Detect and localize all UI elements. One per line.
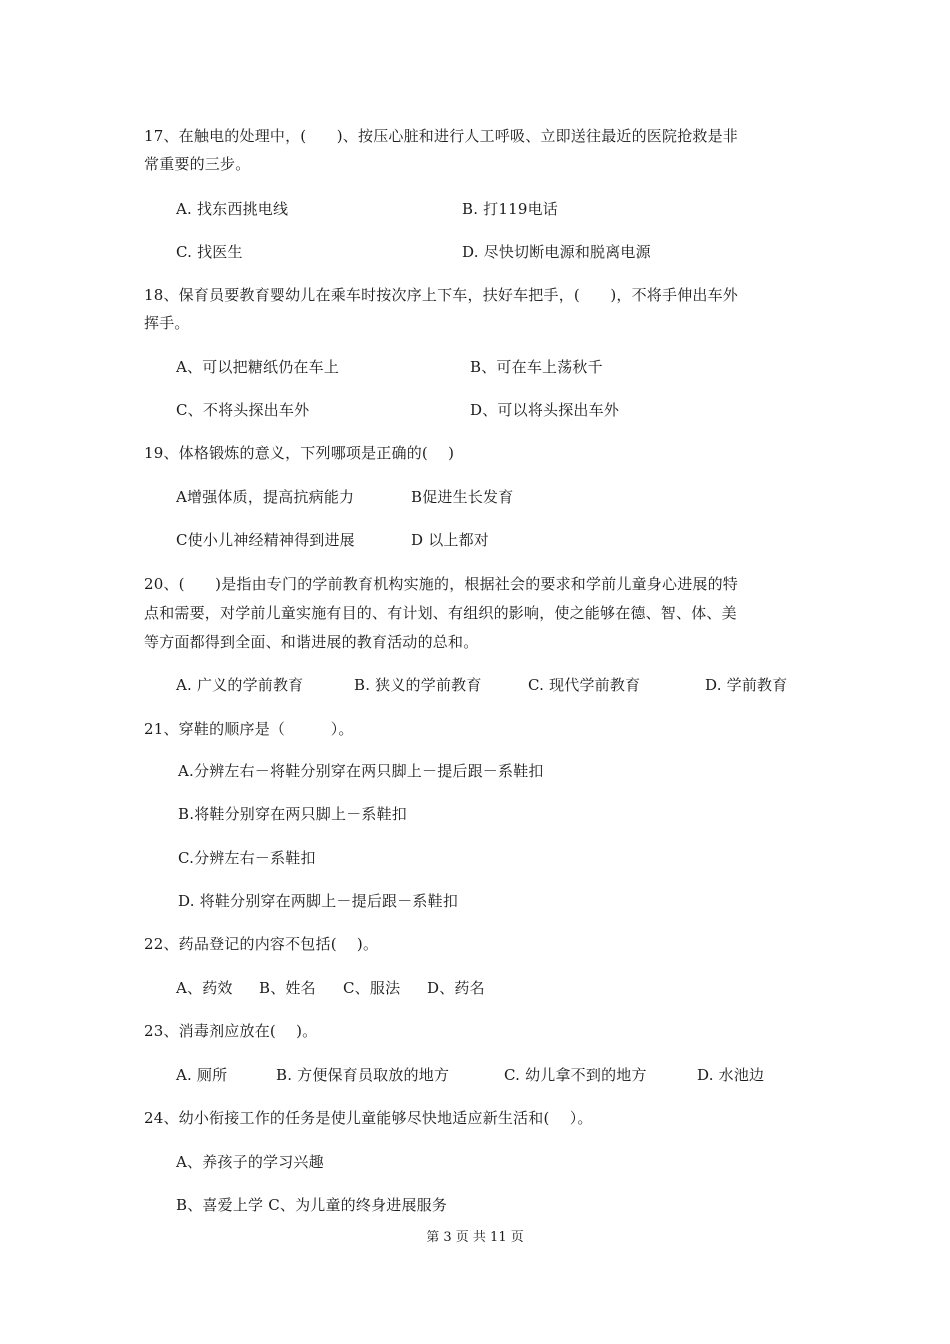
question-stem-line: 24、幼小衔接工作的任务是使儿童能够尽快地适应新生活和( ）。	[144, 1109, 593, 1127]
answer-option: B.将鞋分别穿在两只脚上－系鞋扣	[178, 805, 407, 823]
question-stem-line: 21、穿鞋的顺序是（ ）。	[144, 720, 354, 738]
answer-option: A、养孩子的学习兴趣	[176, 1153, 324, 1171]
answer-option: C、不将头探出车外	[176, 401, 310, 419]
answer-option: A. 找东西挑电线	[176, 200, 289, 218]
question-stem-line: 22、药品登记的内容不包括( )。	[144, 935, 379, 953]
answer-option: D、可以将头探出车外	[470, 401, 620, 419]
answer-option: C. 找医生	[176, 243, 243, 261]
question-stem-line: 18、保育员要教育婴幼儿在乘车时按次序上下车，扶好车把手，( )，不将手伸出车外	[144, 286, 738, 304]
answer-option: B. 方便保育员取放的地方	[276, 1066, 450, 1084]
answer-option: D、药名	[427, 979, 485, 997]
answer-option: B. 狭义的学前教育	[354, 676, 482, 694]
answer-option: D. 学前教育	[705, 676, 788, 694]
answer-option: B、姓名	[259, 979, 316, 997]
question-stem-line: 23、消毒剂应放在( )。	[144, 1022, 318, 1040]
answer-option: C. 现代学前教育	[528, 676, 641, 694]
answer-option: B、可在车上荡秋千	[470, 358, 603, 376]
answer-option: C.分辨左右－系鞋扣	[178, 849, 316, 867]
answer-option: D. 水池边	[697, 1066, 765, 1084]
answer-option: B促进生长发育	[411, 488, 514, 506]
answer-option: D 以上都对	[411, 531, 489, 549]
page-footer: 第 3 页 共 11 页	[426, 1230, 524, 1245]
question-stem-line: 19、体格锻炼的意义，下列哪项是正确的( )	[144, 444, 455, 462]
answer-option: A. 厕所	[176, 1066, 228, 1084]
answer-option: C使小儿神经精神得到进展	[176, 531, 355, 549]
answer-option: B. 打119电话	[462, 200, 558, 218]
question-stem-line: 常重要的三步。	[144, 155, 251, 173]
answer-option: A. 广义的学前教育	[176, 676, 304, 694]
question-stem-line: 等方面都得到全面、和谐进展的教育活动的总和。	[144, 633, 479, 651]
answer-option: A增强体质，提高抗病能力	[176, 488, 355, 506]
question-stem-line: 点和需要，对学前儿童实施有目的、有计划、有组织的影响，使之能够在德、智、体、美	[144, 604, 737, 622]
answer-option: B、喜爱上学 C、为儿童的终身进展服务	[176, 1196, 448, 1214]
answer-option: A.分辨左右－将鞋分别穿在两只脚上－提后跟－系鞋扣	[178, 762, 544, 780]
answer-option: D. 将鞋分别穿在两脚上－提后跟－系鞋扣	[178, 892, 459, 910]
question-stem-line: 17、在触电的处理中，( )、按压心脏和进行人工呼吸、立即送往最近的医院抢救是非	[144, 127, 738, 145]
answer-option: C. 幼儿拿不到的地方	[504, 1066, 647, 1084]
answer-option: D. 尽快切断电源和脱离电源	[462, 243, 651, 261]
answer-option: A、可以把糖纸仍在车上	[176, 358, 340, 376]
question-stem-line: 20、( )是指由专门的学前教育机构实施的，根据社会的要求和学前儿童身心进展的特	[144, 575, 738, 593]
answer-option: A、药效	[176, 979, 233, 997]
question-stem-line: 挥手。	[144, 314, 190, 332]
answer-option: C、服法	[343, 979, 401, 997]
